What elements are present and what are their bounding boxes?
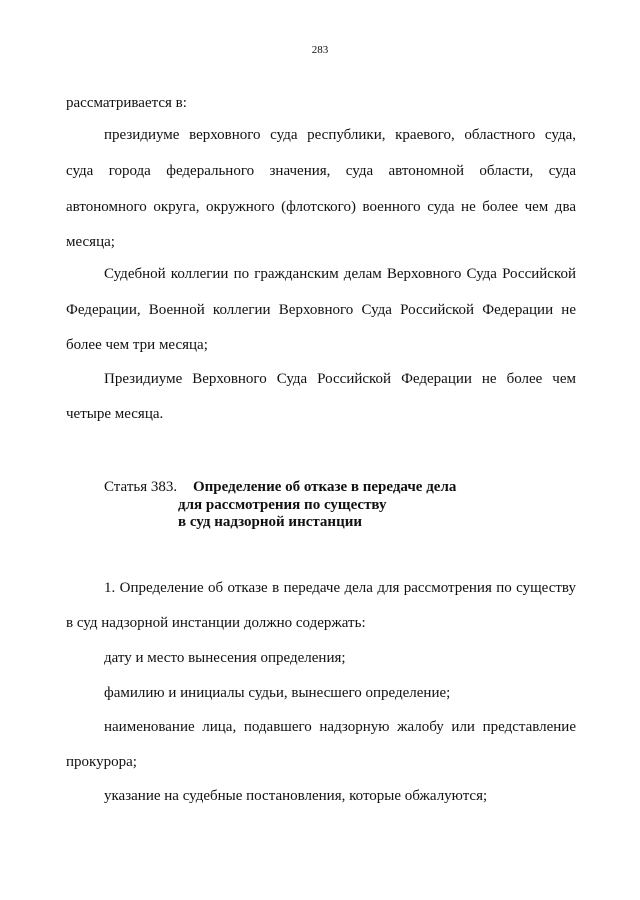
- article-title-line-2: для рассмотрения по существу: [178, 497, 387, 513]
- p2-line-2: Федерации, Военной коллегии Верховного Суда Российской Федерации не: [66, 302, 576, 318]
- p1-line-4: месяца;: [66, 234, 115, 250]
- article-title-line-1: Определение об отказе в передаче дела: [193, 479, 457, 495]
- p2-line-1: Судебной коллегии по гражданским делам Верховного Суда Российской: [104, 266, 576, 282]
- list-item-applicant-line-1: наименование лица, подавшего надзорную жалобу или представление: [104, 719, 576, 735]
- list-item-applicant-line-2: прокурора;: [66, 754, 137, 770]
- p1-line-2: суда города федерального значения, суда автономной области, суда: [66, 163, 576, 179]
- list-item-court-decisions: указание на судебные постановления, которые обжалуются;: [104, 788, 488, 804]
- article-title-line-3: в суд надзорной инстанции: [178, 514, 362, 530]
- p4-line-1: 1. Определение об отказе в передаче дела для рассмотрения по существу: [104, 580, 576, 596]
- p3-line-2: четыре месяца.: [66, 406, 164, 422]
- article-number: Статья 383.: [104, 479, 178, 495]
- page-number: 283: [311, 44, 329, 56]
- p1-line-3: автономного округа, окружного (флотского) военного суда не более чем два: [66, 199, 576, 215]
- intro-line: рассматривается в:: [66, 95, 187, 111]
- p1-line-1: президиуме верховного суда республики, краевого, областного суда,: [104, 127, 576, 143]
- p4-line-2: в суд надзорной инстанции должно содержать:: [66, 615, 366, 631]
- p2-line-3: более чем три месяца;: [66, 337, 208, 353]
- list-item-date-place: дату и место вынесения определения;: [104, 650, 346, 666]
- list-item-judge-name: фамилию и инициалы судьи, вынесшего определение;: [104, 685, 451, 701]
- p3-line-1: Президиуме Верховного Суда Российской Федерации не более чем: [104, 371, 576, 387]
